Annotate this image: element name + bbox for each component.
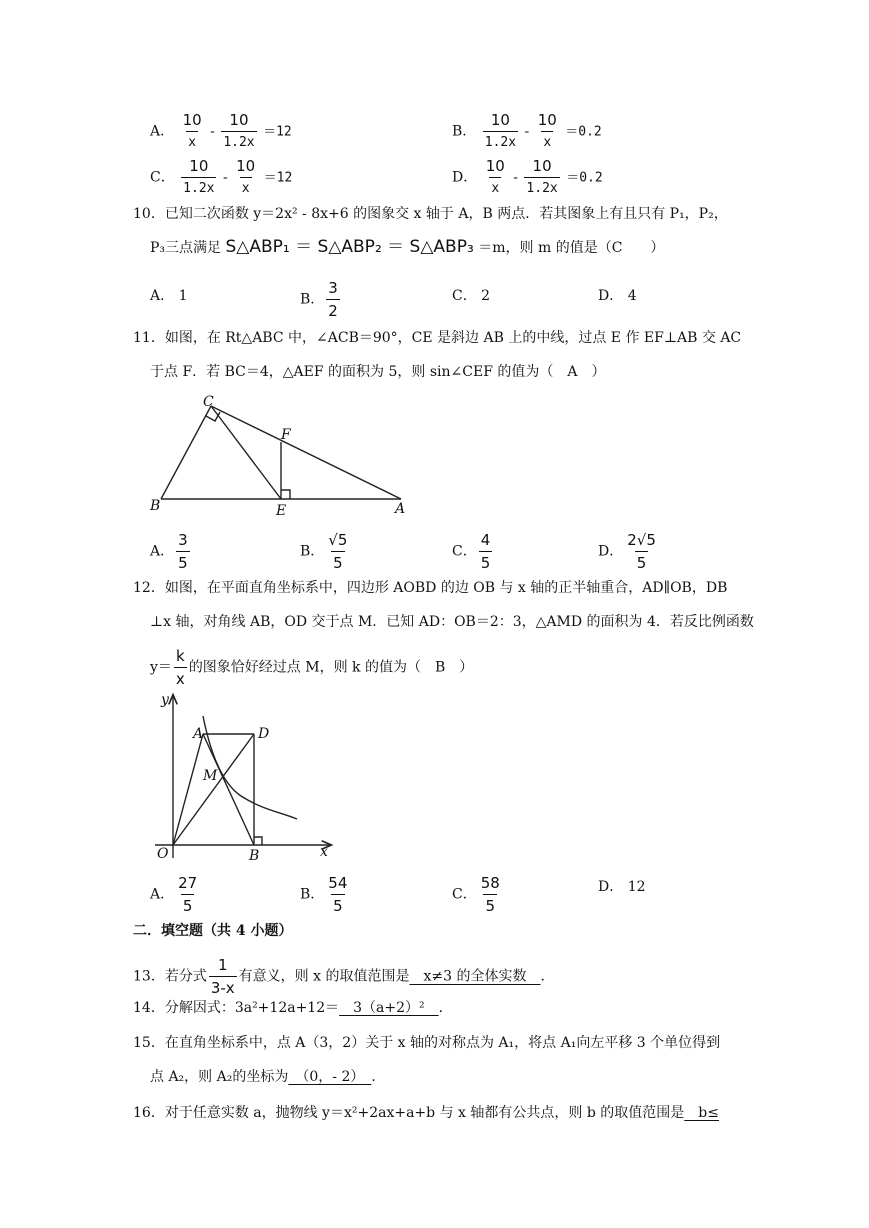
- q10-option-c: C． 2: [452, 288, 491, 304]
- label-o: O: [157, 846, 169, 862]
- segment-ca: [211, 406, 401, 499]
- option-label: B．: [452, 123, 477, 140]
- label-f: F: [281, 427, 291, 443]
- answer-blank: x≠3 的全体实数: [409, 968, 541, 985]
- q11-stem-line2: 于点 F．若 BC＝4，△AEF 的面积为 5，则 sin∠CEF 的值为（ A ）: [150, 364, 606, 380]
- q12-option-b: B． $\frac{54}{5}$: [300, 874, 348, 915]
- segment-oa: [173, 734, 203, 845]
- fraction: $\frac{10}{1.2x}$: [524, 156, 559, 199]
- q11-option-c: C． $\frac{4}{5}$: [452, 531, 491, 572]
- label-d: D: [258, 726, 270, 742]
- label-b: B: [249, 848, 260, 864]
- q9-option-b: B． $\frac{10}{1.2x}$ - $\frac{10}{x}$ ＝0.2: [452, 110, 602, 153]
- segment-od: [173, 734, 254, 845]
- label-m: M: [203, 768, 218, 784]
- q11-option-b: B． $\frac{√5}{5}$: [300, 531, 348, 572]
- fraction: $\frac{10}{1.2x}$: [483, 110, 518, 153]
- q13: 13．若分式 $\frac{1}{3-x}$ 有意义，则 x 的取值范围是 x≠3 的全体实数 ．: [133, 956, 555, 997]
- area-expression: S△ABP₁ ＝ S△ABP₂ ＝ S△ABP₃: [225, 237, 474, 257]
- q10-option-b: B． $\frac{3}{2}$: [300, 279, 338, 320]
- q9-option-a: A． $\frac{10}{x}$ - $\frac{10}{1.2x}$ ＝12: [150, 110, 292, 153]
- fraction: $\frac{10}{x}$: [536, 110, 559, 153]
- label-x: x: [320, 844, 328, 860]
- option-label: C．: [150, 169, 175, 186]
- q10-stem-line1: 10．已知二次函数 y＝2x² - 8x+6 的图象交 x 轴于 A，B 两点．若其图象上有且只有 P₁，P₂，: [133, 206, 728, 222]
- label-y: y: [161, 692, 169, 708]
- label-a: A: [395, 501, 406, 517]
- q10-option-a: A． 1: [150, 288, 188, 304]
- answer-blank: （0，- 2）: [288, 1069, 372, 1085]
- coordinate-figure: [145, 686, 345, 866]
- label-b: B: [150, 498, 161, 514]
- segment-ce: [211, 406, 281, 499]
- answer-blank: b≤: [684, 1105, 719, 1121]
- section-heading: 二．填空题（共 4 小题）: [133, 923, 293, 939]
- q12-stem-line3: y＝ $\frac{k}{x}$ 的图象恰好经过点 M，则 k 的值为（ B ）: [150, 647, 474, 688]
- segment-bc: [161, 406, 211, 499]
- triangle-figure: [145, 392, 425, 522]
- q11-option-d: D． $\frac{2√5}{5}$: [598, 531, 656, 572]
- q12-option-a: A． $\frac{27}{5}$: [150, 874, 198, 915]
- q9-option-d: D． $\frac{10}{x}$ - $\frac{10}{1.2x}$ ＝0.2: [452, 156, 603, 199]
- q9-option-c: C． $\frac{10}{1.2x}$ - $\frac{10}{x}$ ＝12: [150, 156, 292, 199]
- fraction: $\frac{10}{x}$: [484, 156, 507, 199]
- fraction: $\frac{10}{x}$: [234, 156, 257, 199]
- option-label: A．: [150, 123, 175, 140]
- q16: 16．对于任意实数 a，抛物线 y＝x²+2ax+a+b 与 x 轴都有公共点，则 b 的取值范围是 b≤: [133, 1105, 719, 1121]
- q15-line2: 点 A₂，则 A₂的坐标为 （0，- 2） ．: [150, 1069, 386, 1085]
- right-angle-b: [254, 837, 262, 845]
- answer-blank: 3（a+2）²: [339, 1000, 439, 1016]
- q10-option-d: D． 4: [598, 288, 637, 304]
- fraction: $\frac{10}{x}$: [181, 110, 204, 153]
- q12-stem-line1: 12．如图，在平面直角坐标系中，四边形 AOBD 的边 OB 与 x 轴的正半轴重合，AD∥OB，DB: [133, 580, 728, 596]
- right-angle-c: [206, 412, 220, 421]
- q12-option-c: C． $\frac{58}{5}$: [452, 874, 500, 915]
- q12-stem-line2: ⊥x 轴，对角线 AB，OD 交于点 M．已知 AD：OB＝2：3，△AMD 的面积为 4．若反比例函数: [150, 614, 754, 630]
- label-a: A: [193, 726, 204, 742]
- q10-stem-line2: P₃三点满足 S△ABP₁ ＝ S△ABP₂ ＝ S△ABP₃ ＝m，则 m 的值是（C ）: [150, 237, 665, 257]
- fraction: $\frac{10}{1.2x}$: [181, 156, 216, 199]
- q11-option-a: A． $\frac{3}{5}$: [150, 531, 188, 572]
- label-e: E: [276, 503, 287, 519]
- q14: 14．分解因式：3a²+12a+12＝ 3（a+2）² ．: [133, 1000, 453, 1016]
- option-label: D．: [452, 169, 478, 186]
- q15-line1: 15．在直角坐标系中，点 A（3，2）关于 x 轴的对称点为 A₁，将点 A₁向左平移 3 个单位得到: [133, 1035, 721, 1051]
- q12-option-d: D． 12: [598, 879, 646, 895]
- q11-stem-line1: 11．如图，在 Rt△ABC 中，∠ACB＝90°，CE 是斜边 AB 上的中线，过点 E 作 EF⊥AB 交 AC: [133, 330, 742, 346]
- label-c: C: [203, 394, 214, 410]
- fraction: $\frac{10}{1.2x}$: [221, 110, 256, 153]
- segment-ab: [203, 734, 254, 845]
- right-angle-e: [281, 490, 290, 499]
